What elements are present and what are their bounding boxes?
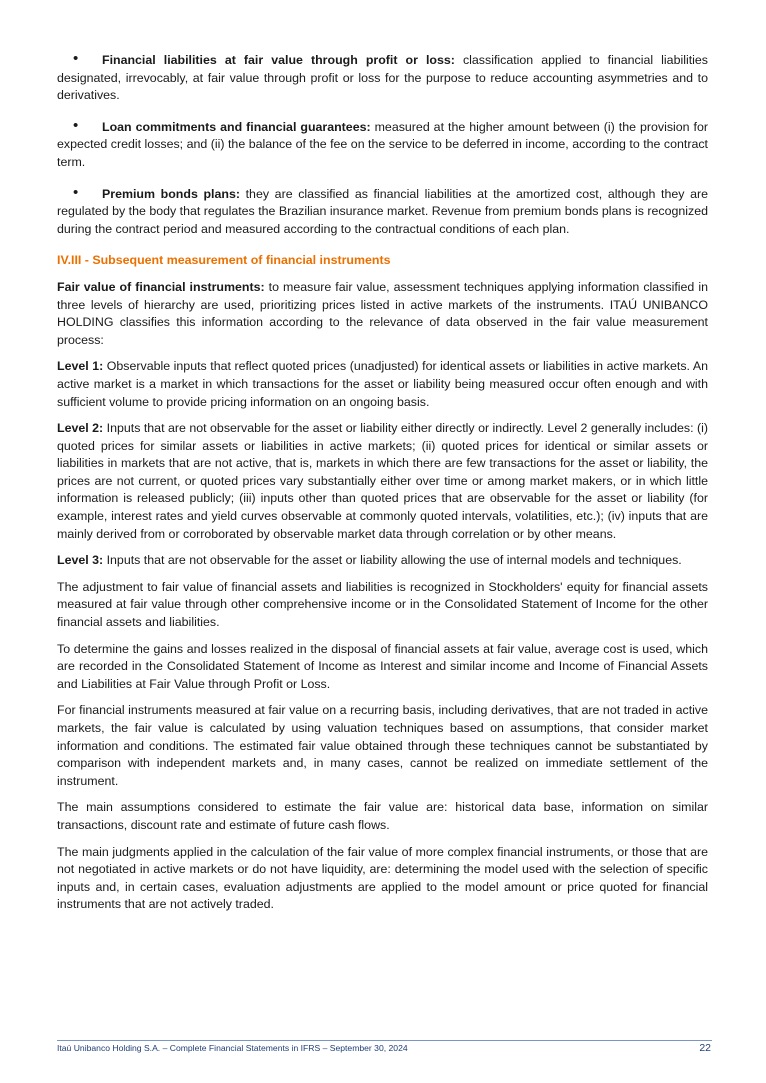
- paragraph-title: Level 3:: [57, 553, 104, 568]
- paragraph-assumptions: The main assumptions considered to estimate the fair value are: historical data base, information on similar transactions, discount rate and estimate of future cash flows.: [57, 800, 708, 832]
- bullet-item-loan-commitments: [57, 116, 708, 172]
- paragraph-text: Inputs that are not observable for the asset or liability allowing the use of internal models and techniques.: [103, 553, 682, 568]
- bullet-icon: •: [73, 183, 79, 201]
- paragraph-level-2: [57, 420, 708, 543]
- bullet-title: Financial liabilities at fair value through profit or loss:: [102, 53, 455, 67]
- paragraph-title: Level 1:: [57, 359, 104, 374]
- bullet-title: Premium bonds plans:: [102, 186, 240, 201]
- paragraph-text: Inputs that are not observable for the asset or liability either directly or indirectly. Level 2 generally includes: (i) quoted prices for similar assets or liabilities in active markets; (ii) quoted prices for identical or similar assets or liabilities in markets that are not active, that is, markets in which there are few transactions for the asset or liability, the prices are not current, or quoted prices vary substantially either over time or among market makers, or in which little information is released publicly; (iii) inputs other than quoted prices that are observable for the asset or liability (for example, interest rates and yield curves observable at commonly quoted intervals, volatilities, etc.); (iv) inputs that are mainly derived from or corroborated by observable market data through correlation or by other means.: [57, 421, 708, 541]
- bullet-icon: •: [73, 50, 79, 67]
- section-heading: IV.III - Subsequent measurement of financial instruments: [57, 253, 391, 268]
- page-number: 22: [699, 1042, 711, 1054]
- paragraph-level-3: [57, 552, 708, 570]
- document-body: [57, 52, 708, 923]
- bullet-item-premium-bonds: [57, 183, 708, 239]
- paragraph-title: Level 2:: [57, 421, 104, 436]
- bullet-icon: •: [73, 116, 79, 134]
- footer-divider: [57, 1040, 712, 1041]
- bullet-item-financial-liabilities: [57, 52, 708, 105]
- bullet-text: measured at the higher amount between (i) the provision for expected credit losses; and (ii) the balance of the fee on the service to be deferred in income, according to the contract term.: [57, 119, 708, 169]
- paragraph-recurring: For financial instruments measured at fair value on a recurring basis, including derivatives, that are not traded in active markets, the fair value is calculated by using valuation techniques based on assumptions, that consider market information and conditions. The estimated fair value obtained through these techniques cannot be substantiated by comparison with independent markets and, in many cases, cannot be realized on immediate settlement of the instrument.: [57, 703, 708, 788]
- paragraph-text: to measure fair value, assessment techniques applying information classified in three levels of hierarchy are used, prioritizing prices listed in active markets of the instruments. ITAÚ UNIBANCO HOLDING classifies this information according to the relevance of data observed in the fair value measurement process:: [57, 279, 708, 347]
- paragraph-fair-value: [57, 279, 708, 349]
- bullet-text: they are classified as financial liabilities at the amortized cost, although they are regulated by the body that regulates the Brazilian insurance market. Revenue from premium bonds plans is recognized during the contract period and measured according to the contractual conditions of each plan.: [57, 186, 708, 236]
- footer-document-title: Itaú Unibanco Holding S.A. – Complete Financial Statements in IFRS – September 30, 2024: [57, 1043, 408, 1053]
- paragraph-judgments: The main judgments applied in the calculation of the fair value of more complex financial instruments, or those that are not negotiated in active markets or do not have liquidity, are: determining the model used with the selection of specific inputs and, in certain cases, evaluation adjustments are applied to the model amount or price quoted for financial instruments that are not actively traded.: [57, 844, 708, 912]
- paragraph-adjustment: The adjustment to fair value of financial assets and liabilities is recognized in Stockholders' equity for financial assets measured at fair value through other comprehensive income or in the Consolidated Statement of Income for the other financial assets and liabilities.: [57, 579, 708, 630]
- paragraph-level-1: [57, 358, 708, 411]
- paragraph-title: Fair value of financial instruments:: [57, 279, 265, 294]
- bullet-title: Loan commitments and financial guarantees:: [102, 119, 371, 134]
- bullet-text: classification applied to financial liabilities designated, irrevocably, at fair value through profit or loss for the purpose to reduce accounting asymmetries and to derivatives.: [57, 53, 708, 103]
- paragraph-gains-losses: To determine the gains and losses realized in the disposal of financial assets at fair value, average cost is used, which are recorded in the Consolidated Statement of Income as Interest and similar income and Income of Financial Assets and Liabilities at Fair Value through Profit or Loss.: [57, 641, 708, 691]
- paragraph-text: Observable inputs that reflect quoted prices (unadjusted) for identical assets or liabilities in active markets. An active market is a market in which transactions for the asset or liability being measured occur often enough and with sufficient volume to provide pricing information on an ongoing basis.: [57, 359, 708, 409]
